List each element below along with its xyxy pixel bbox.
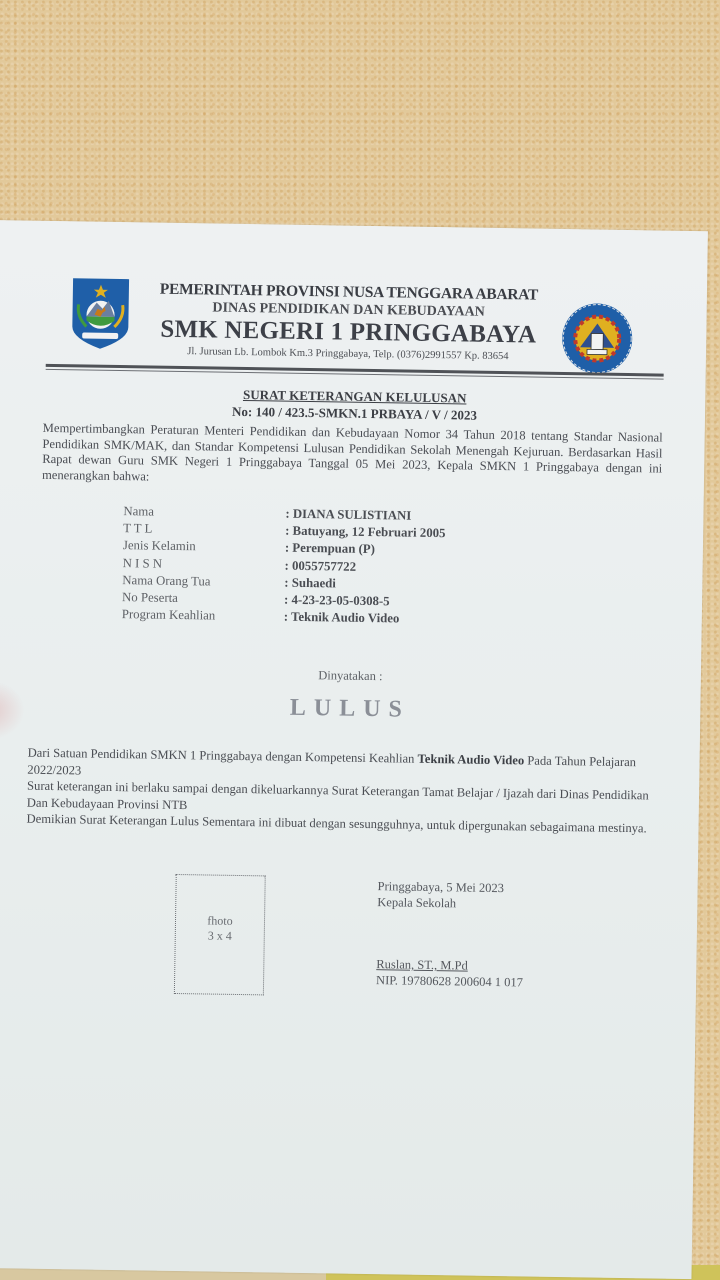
field-value: : Suhaedi <box>284 575 337 591</box>
letter-number: No: 140 / 423.5-SMKN.1 PRBAYA / V / 2023 <box>231 403 478 423</box>
letter-title-block <box>0 383 720 428</box>
school-address: Jl. Jurusan Lb. Lombok Km.3 Pringgabaya, Telp. (0376)2991557 Kp. 83654 <box>187 346 509 363</box>
signer-nip: NIP. 19780628 200604 1 017 <box>375 973 524 990</box>
field-label: Jenis Kelamin <box>122 538 196 554</box>
student-details <box>122 503 446 628</box>
field-value: : 0055757722 <box>284 558 357 574</box>
school-name: SMK NEGERI 1 PRINGGABAYA <box>160 315 537 349</box>
finger-shadow <box>0 680 25 740</box>
provincial-emblem-icon <box>68 276 133 351</box>
competency-name: Teknik Audio Video <box>417 751 525 768</box>
field-value: : Batuyang, 12 Februari 2005 <box>285 523 446 541</box>
photo-size-text: 3 x 4 <box>207 928 232 943</box>
closing-text: Dari Satuan Pendidikan SMKN 1 Pringgabaya dengan Kompetensi Keahlian <box>27 745 418 766</box>
field-label: Nama Orang Tua <box>122 572 211 589</box>
photo-label-text: fhoto <box>207 913 233 928</box>
field-label: T T L <box>123 521 153 536</box>
closing-statement: Demikian Surat Keterangan Lulus Sementara ini dibuat dengan sesungguhnya, untuk dipergunakan sebagaimana mestinya. <box>26 811 647 836</box>
department-line: DINAS PENDIDIKAN DAN KEBUDAYAAN <box>212 300 485 320</box>
signer-position: Kepala Sekolah <box>377 895 457 911</box>
school-emblem-icon <box>560 301 635 376</box>
field-row <box>122 606 445 628</box>
closing-text: Pada Tahun Pelajaran 2022/2023 <box>27 753 637 778</box>
closing-paragraphs <box>26 745 657 837</box>
place-date: Pringgabaya, 5 Mei 2023 <box>377 879 505 896</box>
graduation-result: LULUS <box>289 694 411 723</box>
field-label: No Peserta <box>121 590 178 606</box>
field-value: : DIANA SULISTIANI <box>285 506 412 523</box>
photo-placeholder <box>174 874 266 995</box>
paper-sheet <box>0 220 708 1279</box>
field-value: : Teknik Audio Video <box>283 609 400 626</box>
signature-block <box>376 878 525 990</box>
opening-paragraph: Mempertimbangkan Peraturan Menteri Pendidikan dan Kebudayaan Nomor 34 Tahun 2018 tentang Standar Nasional Pendidikan SMK/MAK, dan Standar Kompetensi Lulusan Pendidikan Sekolah Menengah Kejuruan. Berdasarkan Hasil Rapat dewan Guru SMK Negeri 1 Pringgabaya Tanggal 05 Mei 2023, Kepala SMKN 1 Pringgabaya dengan ini menerangkan bahwa: <box>41 420 663 484</box>
signer-name: Ruslan, ST., M.Pd <box>376 957 468 973</box>
declared-label: Dinyatakan : <box>318 668 383 684</box>
government-line: PEMERINTAH PROVINSI NUSA TENGGARA ABARAT <box>159 280 539 304</box>
letter-title: SURAT KETERANGAN KELULUSAN <box>242 386 467 406</box>
field-label: Program Keahlian <box>121 607 216 623</box>
field-label: N I S N <box>122 555 163 571</box>
field-value: : Perempuan (P) <box>284 541 376 557</box>
photo-label <box>176 913 264 944</box>
letterhead <box>138 280 559 363</box>
field-value: : 4-23-23-05-0308-5 <box>283 592 390 609</box>
closing-validity: Surat keterangan ini berlaku sampai dengan dikeluarkannya Surat Keterangan Tamat Belajar / Ijazah dari Dinas Pendidikan Dan Kebudayaan Provinsi NTB <box>26 778 649 812</box>
graduation-letter <box>0 220 708 1279</box>
field-label: Nama <box>123 504 155 519</box>
